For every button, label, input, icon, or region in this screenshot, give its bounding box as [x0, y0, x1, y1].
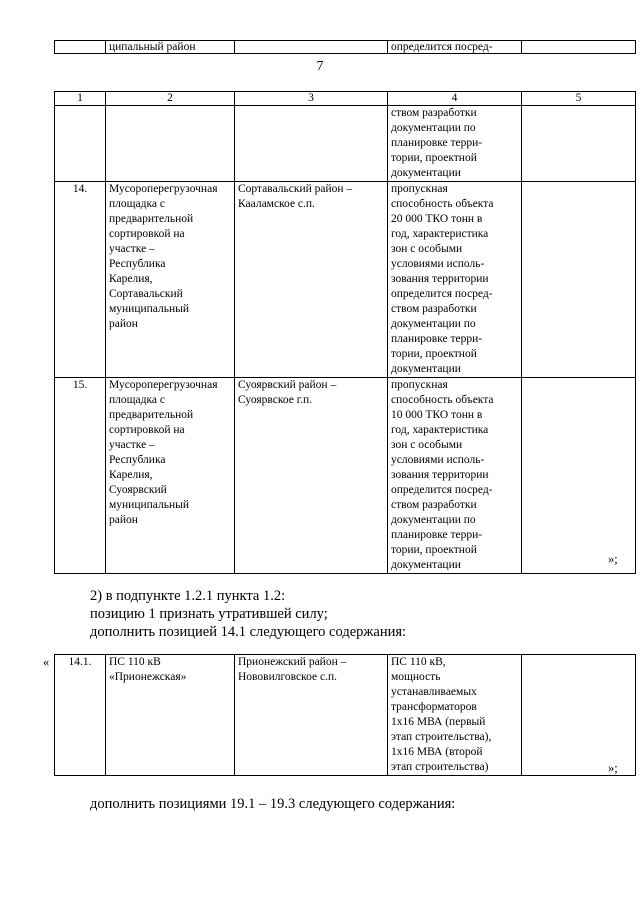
page-number: 7 — [316, 59, 324, 74]
cell-characteristics: ПС 110 кВ, мощность устанавливаемых трансформаторов 1х16 МВА (первый этап строительства), 1х16 МВА (второй этап строительства) — [388, 655, 522, 776]
cell-object: Мусороперегрузочная площадка с предварительной сортировкой на участке – Республика Карелия, Суоярвский муниципальный район — [106, 378, 235, 574]
objects-table — [54, 91, 636, 574]
header-col-1: 1 — [55, 92, 106, 106]
closing-quote-mark: »; — [608, 552, 618, 566]
cell-characteristics: пропускная способность объекта 20 000 ТКО тонн в год, характеристика зон с особыми условиями исполь- зования территории определится посред- ством разработки документации по планировке терри- тории, проектной документации — [388, 182, 522, 378]
cell-column-5 — [522, 106, 636, 182]
header-col-5: 5 — [522, 92, 636, 106]
cell-object — [106, 106, 235, 182]
cell-number — [55, 41, 106, 54]
cell-location — [235, 41, 388, 54]
cell-object: ПС 110 кВ «Прионежская» — [106, 655, 235, 776]
cell-characteristics: ством разработки документации по планировке терри- тории, проектной документации — [388, 106, 522, 182]
cell-column-5 — [522, 41, 636, 54]
cell-number — [55, 106, 106, 182]
instruction-paragraph: 2) в подпункте 1.2.1 пункта 1.2: позицию 1 признать утратившей силу; дополнить позицией 14.1 следующего содержания: — [90, 588, 407, 640]
cell-location: Прионежский район – Нововилговское с.п. — [235, 655, 388, 776]
cell-characteristics: пропускная способность объекта 10 000 ТКО тонн в год, характеристика зон с особыми условиями исполь- зования территории определится посред- ством разработки документации по планировке терри- тории, проектной документации — [388, 378, 522, 574]
table-header-row — [55, 92, 636, 106]
cell-object: Мусороперегрузочная площадка с предварительной сортировкой на участке – Республика Карелия, Сортавальский муниципальный район — [106, 182, 235, 378]
cell-number: 14.1. — [55, 655, 106, 776]
header-col-2: 2 — [106, 92, 235, 106]
cell-number: 15. — [55, 378, 106, 574]
closing-quote-mark: »; — [608, 761, 618, 775]
header-col-3: 3 — [235, 92, 388, 106]
cell-column-5 — [522, 182, 636, 378]
cell-column-5 — [522, 378, 636, 574]
opening-quote-mark: « — [43, 655, 50, 669]
table-row — [55, 182, 636, 378]
continuation-strip-table — [54, 40, 636, 54]
header-col-4: 4 — [388, 92, 522, 106]
table-row — [55, 41, 636, 54]
table-row — [55, 655, 636, 776]
cell-location: Суоярвский район – Суоярвское г.п. — [235, 378, 388, 574]
cell-number: 14. — [55, 182, 106, 378]
final-instruction-line: дополнить позициями 19.1 – 19.3 следующего содержания: — [90, 796, 456, 812]
cell-object: ципальный район — [106, 41, 235, 54]
table-row — [55, 378, 636, 574]
cell-location — [235, 106, 388, 182]
cell-characteristics: определится посред- — [388, 41, 522, 54]
addition-table — [54, 654, 636, 776]
table-row-continuation — [55, 106, 636, 182]
cell-location: Сортавальский район – Кааламское с.п. — [235, 182, 388, 378]
cell-column-5 — [522, 655, 636, 776]
